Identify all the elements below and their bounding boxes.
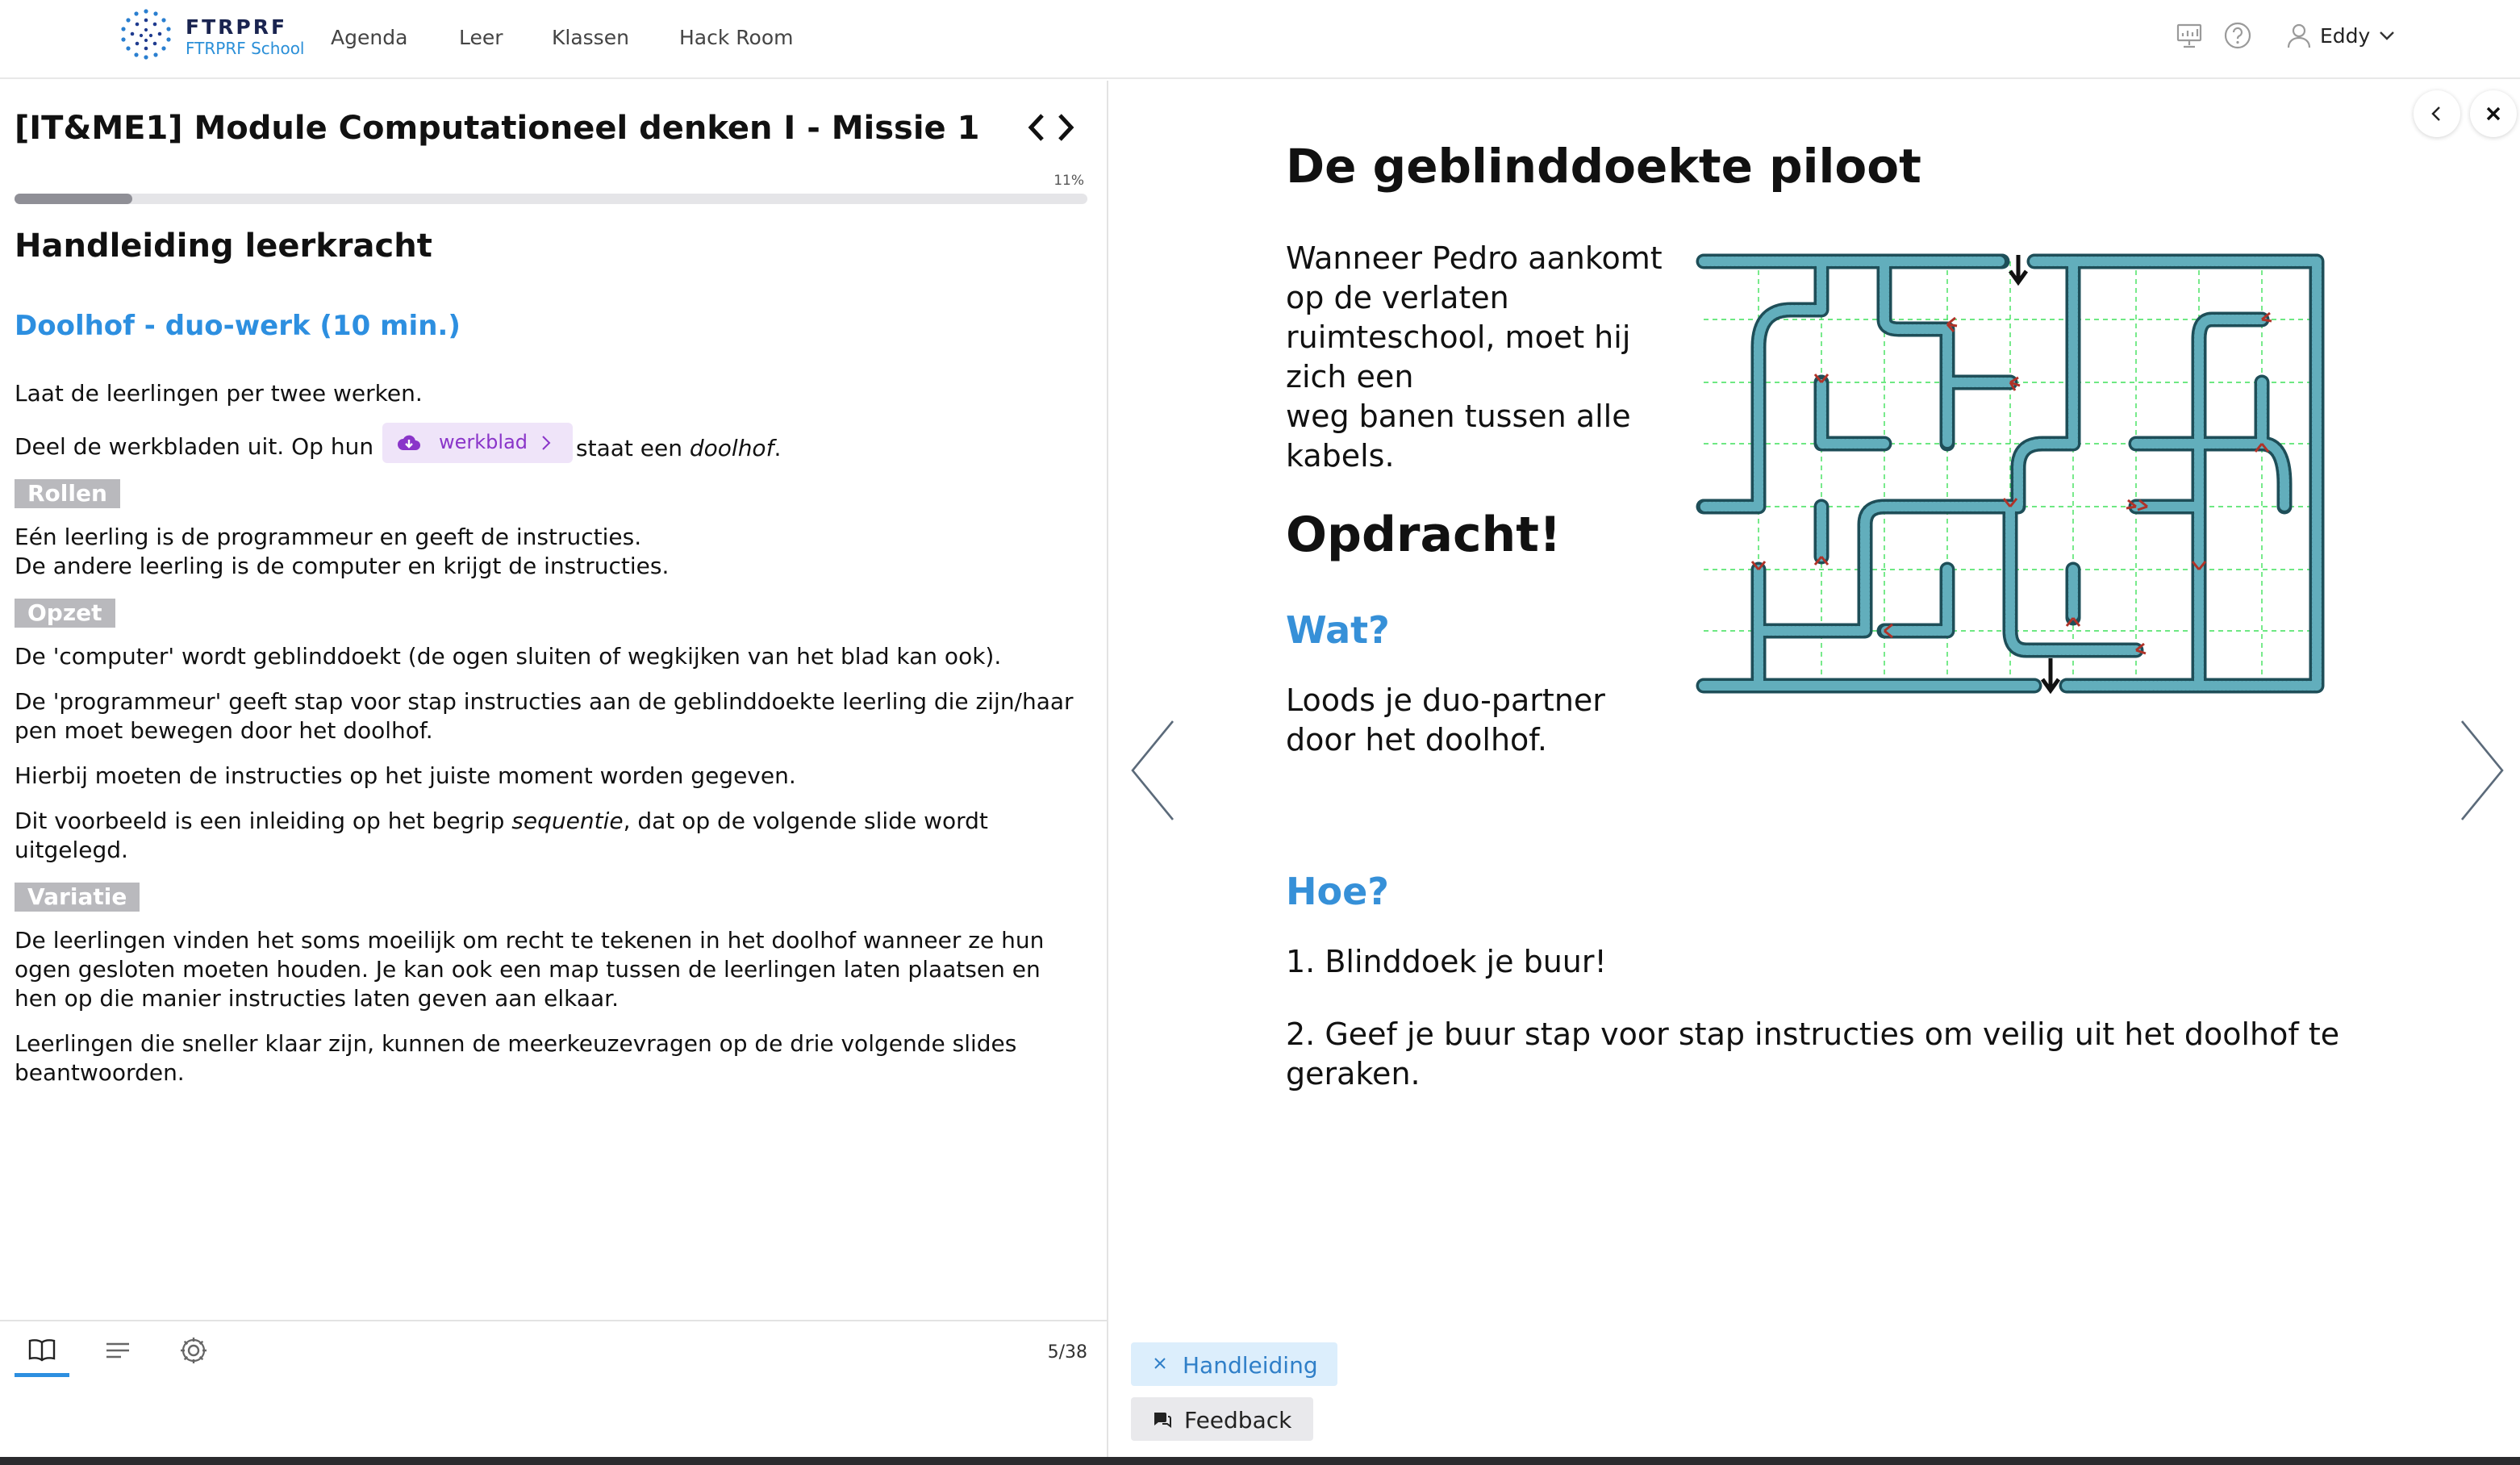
- activity-heading: Doolhof - duo-werk (10 min.): [15, 310, 461, 342]
- werkblad-download-button[interactable]: [382, 423, 573, 463]
- slide-hoe-heading: Hoe?: [1286, 870, 1389, 913]
- close-icon: [1152, 1355, 1168, 1371]
- tag-opzet: Opzet: [15, 599, 115, 628]
- brand-title: FTRPRF: [186, 15, 288, 39]
- progress-bar: [15, 194, 1087, 204]
- werkblad-text-period: .: [774, 435, 782, 461]
- paragraph-opzet-4: [15, 807, 1087, 865]
- progress-percentage: 11%: [1053, 173, 1084, 189]
- chevron-left-icon[interactable]: [1031, 115, 1042, 140]
- chevron-down-icon[interactable]: [2378, 29, 2396, 42]
- nav-klassen[interactable]: Klassen: [552, 26, 629, 49]
- page-counter: 5/38: [1047, 1342, 1087, 1363]
- previous-slide-arrow[interactable]: [1129, 718, 1178, 823]
- logo-icon[interactable]: [118, 6, 174, 63]
- active-tab-indicator: [15, 1373, 69, 1377]
- opzet-4-before: Dit voorbeeld is een inleiding op het begrip: [15, 808, 505, 834]
- top-navigation-bar: [0, 0, 2520, 79]
- slide-step-2: 2. Geef je buur stap voor stap instructies om veilig uit het doolhof te geraken.: [1286, 1016, 2340, 1091]
- user-icon[interactable]: [2284, 21, 2313, 50]
- slide-close-button[interactable]: [2470, 90, 2517, 137]
- nav-leer[interactable]: Leer: [459, 26, 503, 49]
- opzet-4-sequentie: sequentie: [511, 808, 624, 834]
- paragraph-werkblad-intro: Deel de werkbladen uit. Op hun: [15, 433, 374, 460]
- window-bottom-edge: [0, 1457, 2520, 1465]
- chevron-left-icon: [2427, 104, 2447, 123]
- manual-heading: Handleiding leerkracht: [15, 227, 432, 265]
- feedback-button[interactable]: [1131, 1397, 1313, 1441]
- paragraph-opzet-1: De 'computer' wordt geblinddoekt (de ogen sluiten of wegkijken van het blad kan ook).: [15, 643, 1002, 670]
- werkblad-text-doolhof: doolhof: [689, 435, 774, 461]
- chevron-right-icon: [2462, 721, 2502, 820]
- settings-icon[interactable]: [177, 1334, 210, 1367]
- paragraph-variatie-1: De leerlingen vinden het soms moeilijk om recht te tekenen in het doolhof wanneer ze hun ogen gesloten moeten houden. Je kan ook een map tussen de leerlingen laten plaatsen en hen op die manier instructies laten geven aan elkaar.: [15, 927, 1045, 1012]
- book-icon[interactable]: [26, 1334, 58, 1367]
- slide-title: De geblinddoekte piloot: [1286, 139, 1921, 194]
- chevron-right-icon[interactable]: [1060, 115, 1071, 140]
- presentation-icon[interactable]: [2175, 21, 2204, 50]
- paragraph-rollen-2: De andere leerling is de computer en krijgt de instructies.: [15, 553, 670, 579]
- teacher-manual-panel: [0, 81, 1108, 1465]
- werkblad-label: werkblad: [439, 431, 528, 453]
- tag-rollen: Rollen: [15, 479, 120, 508]
- chevron-right-icon: [540, 434, 552, 452]
- progress-bar-fill: [15, 194, 132, 204]
- help-icon[interactable]: [2223, 21, 2252, 50]
- paragraph-opzet-2: De 'programmeur' geeft stap voor stap instructies aan de geblinddoekte leerling die zijn/haar pen moet bewegen door het doolhof.: [15, 688, 1074, 744]
- slide-step-1: 1. Blinddoek je buur!: [1286, 944, 1607, 979]
- handleiding-toggle-button[interactable]: [1131, 1342, 1337, 1386]
- slide-back-button[interactable]: [2414, 90, 2460, 137]
- cloud-download-icon: [397, 432, 421, 453]
- slide-wat-heading: Wat?: [1286, 608, 1390, 652]
- close-icon: [2484, 104, 2503, 123]
- slide-intro-line-2: weg banen tussen alle kabels.: [1286, 399, 1631, 474]
- chevron-left-icon: [1133, 721, 1173, 820]
- opzet-4-after: , dat op de volgende slide wordt uitgelegd.: [15, 808, 988, 863]
- handleiding-label: Handleiding: [1183, 1352, 1318, 1379]
- nav-hack-room[interactable]: Hack Room: [679, 26, 794, 49]
- brand-subtitle: FTRPRF School: [186, 39, 305, 58]
- paragraph-werkblad-end: [576, 434, 781, 463]
- tag-variatie: Variatie: [15, 883, 140, 912]
- paragraph-rollen-1: Eén leerling is de programmeur en geeft de instructies.: [15, 524, 642, 550]
- paragraph-duo: Laat de leerlingen per twee werken.: [15, 380, 423, 407]
- nav-agenda[interactable]: Agenda: [331, 26, 408, 49]
- module-title: [IT&ME1] Module Computationeel denken I - Missie 1: [15, 110, 980, 147]
- slide-opdracht-heading: Opdracht!: [1286, 507, 1562, 563]
- slide-intro-line-1: Wanneer Pedro aankomt op de verlaten ruimteschool, moet hij zich een: [1286, 240, 1663, 394]
- user-name[interactable]: Eddy: [2320, 24, 2371, 48]
- manual-bottom-toolbar: [0, 1320, 1108, 1376]
- slide-wat-text: Loods je duo-partner door het doolhof.: [1286, 682, 1605, 758]
- next-slide-arrow[interactable]: [2457, 718, 2505, 823]
- paragraph-opzet-3: Hierbij moeten de instructies op het juiste moment worden gegeven.: [15, 762, 796, 789]
- werkblad-text-after: staat een: [576, 435, 682, 461]
- brand[interactable]: [186, 16, 304, 58]
- slide-panel: [1110, 81, 2520, 1465]
- maze-cables-image: [1696, 250, 2325, 699]
- feedback-label: Feedback: [1184, 1407, 1292, 1434]
- paragraph-variatie-2: Leerlingen die sneller klaar zijn, kunnen de meerkeuzevragen op de drie volgende slides beantwoorden.: [15, 1030, 1017, 1086]
- feedback-icon: [1152, 1410, 1171, 1428]
- lesson-pager: [1024, 111, 1078, 144]
- list-icon[interactable]: [102, 1334, 134, 1367]
- slide-intro: [1286, 239, 1665, 476]
